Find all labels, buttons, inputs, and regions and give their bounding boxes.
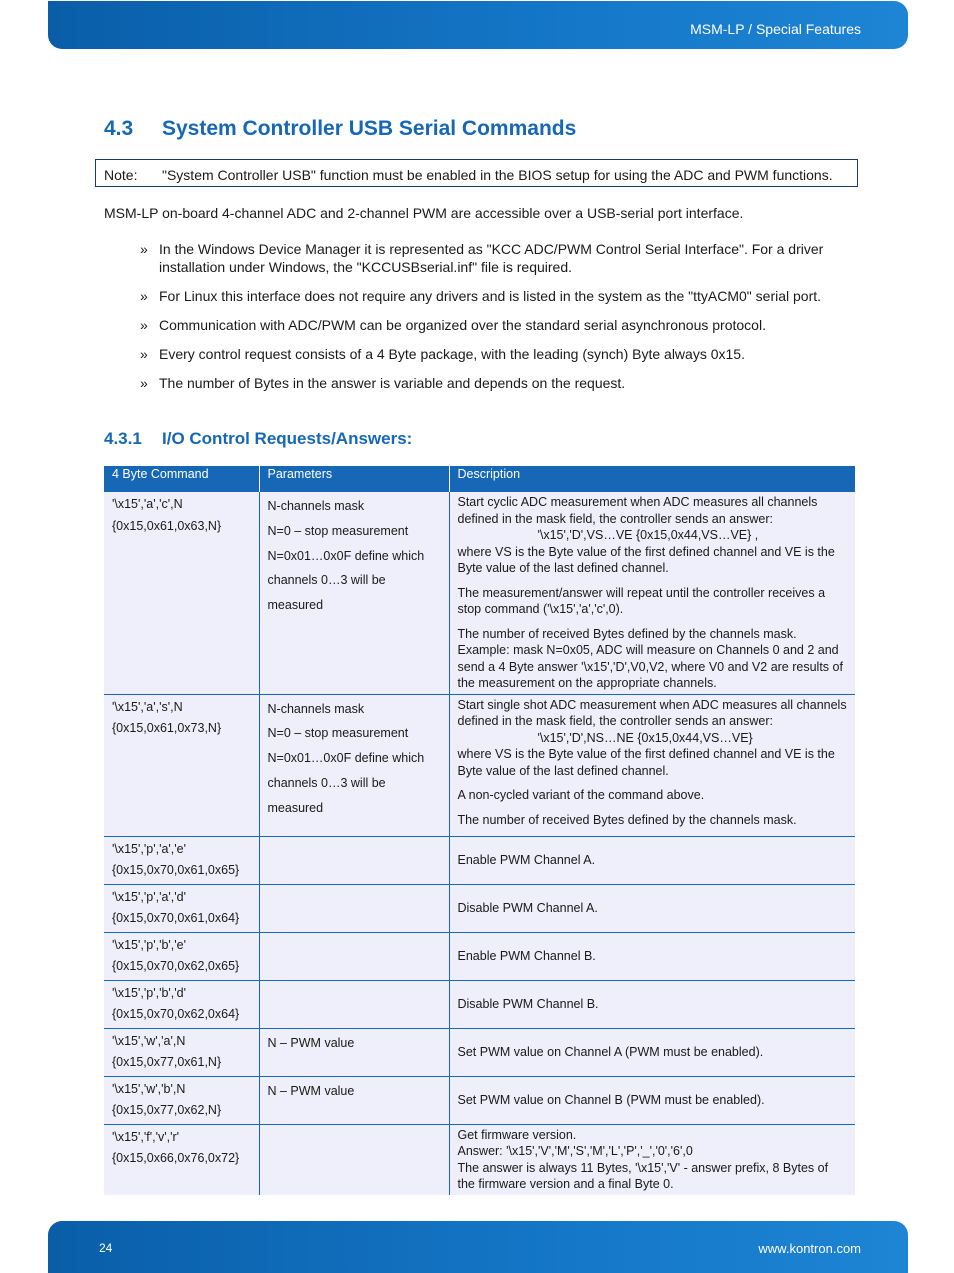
description-line: Start cyclic ADC measurement when ADC measures all channels defined in the mask field, the controller sends an answer: [457,495,818,526]
header-title: MSM-LP / Special Features [690,21,861,37]
command-hex: {0x15,0x61,0x63,N} [112,518,222,533]
subsection-heading [104,429,412,449]
parameters-cell [259,492,449,695]
parameters-cell [259,932,449,980]
command-cell [104,980,259,1028]
description-paragraph [458,626,848,692]
description-line: Set PWM value on Channel B (PWM must be enabled). [457,1092,765,1107]
command-hex: {0x15,0x70,0x61,0x65} [112,863,240,877]
command-hex: {0x15,0x70,0x62,0x64} [112,1007,240,1021]
footer-url: www.kontron.com [758,1241,861,1256]
description-line: The answer is always 11 Bytes, '\x15','V' - answer prefix, 8 Bytes of the firmware version and a final Byte 0. [457,1160,829,1191]
column-header-description: Description [449,466,855,492]
command-hex: {0x15,0x70,0x62,0x65} [112,959,240,973]
command-hex: {0x15,0x61,0x73,N} [112,721,222,735]
column-header-command: 4 Byte Command [104,466,259,492]
description-paragraph [458,900,848,917]
description-line: The number of received Bytes defined by the channels mask. Example: mask N=0x05, ADC will measure on Channels 0 and 2 and send a 4 Byte answer '\x15','D',V0,V2, where V0 and V2 are results of the measurement on the appropriate channels. [457,626,843,690]
command-cell [104,1076,259,1124]
parameter-line: measured [267,598,324,613]
command-ascii: '\x15','p','a','d' [112,889,186,904]
description-paragraph [458,697,848,780]
table-header-row [104,466,855,492]
bullet-mark: » [140,317,148,333]
command-hex: {0x15,0x77,0x62,N} [112,1103,222,1117]
command-cell [104,1028,259,1076]
bullet-text: In the Windows Device Manager it is represented as "KCC ADC/PWM Control Serial Interface". For a driver installation under Windows, the "KCCUSBserial.inf" file is required. [159,241,824,275]
bullet-text: Every control request consists of a 4 Byte package, with the leading (synch) Byte always 0x15. [159,346,745,362]
description-line: where VS is the Byte value of the first defined channel and VE is the Byte value of the last defined channel. [457,747,835,778]
description-line: Get firmware version. [457,1127,577,1142]
command-cell [104,694,259,836]
description-line: Answer: '\x15','V','M','S','M','L','P','_','0','6',0 [457,1144,693,1158]
description-paragraph [458,812,848,829]
command-ascii: '\x15','p','b','e' [112,937,186,952]
description-paragraph [458,996,848,1013]
description-line: Disable PWM Channel B. [457,996,599,1011]
subsection-number: 4.3.1 [104,429,142,448]
parameter-line: N – PWM value [267,1083,355,1098]
table-row [104,836,855,884]
command-cell [104,836,259,884]
column-header-parameters: Parameters [259,466,449,492]
table-row [104,492,855,695]
description-line: where VS is the Byte value of the first defined channel and VE is the Byte value of the last defined channel. [457,544,835,575]
description-paragraph [458,494,848,577]
table-row [104,1028,855,1076]
description-cell [449,1124,855,1195]
header-bar [48,1,908,49]
footer-bar [48,1221,908,1273]
description-cell [449,1076,855,1124]
parameter-line: channels 0…3 will be [267,775,386,790]
bullet-item [140,345,860,363]
command-ascii: '\x15','w','b',N [112,1081,186,1096]
command-ascii: '\x15','a','c',N [112,497,183,511]
description-line: The measurement/answer will repeat until the controller receives a stop command ('\x15','a','c',0). [457,585,826,616]
description-paragraph [458,787,848,804]
parameter-line: N-channels mask [267,701,365,716]
command-hex: {0x15,0x70,0x61,0x64} [112,911,240,925]
description-paragraph [458,1044,848,1061]
description-paragraph [458,1127,848,1193]
subsection-title: I/O Control Requests/Answers: [162,429,413,448]
bullet-list [140,240,860,403]
description-cell [449,492,855,695]
note-box [95,159,858,187]
command-cell [104,492,259,695]
parameter-line: N=0x01…0x0F define which [267,751,425,766]
description-line: A non-cycled variant of the command above. [457,788,705,802]
command-cell [104,884,259,932]
bullet-mark: » [140,288,148,304]
description-line: The number of received Bytes defined by the channels mask. [457,812,797,827]
parameters-cell [259,1076,449,1124]
description-cell [449,980,855,1028]
bullet-item [140,287,860,305]
description-cell [449,884,855,932]
bullet-text: For Linux this interface does not require any drivers and is listed in the system as the "ttyACM0" serial port. [159,288,822,304]
parameter-line: N=0 – stop measurement [267,726,409,741]
command-ascii: '\x15','f','v','r' [112,1129,180,1144]
intro-paragraph: MSM-LP on-board 4-channel ADC and 2-channel PWM are accessible over a USB-serial port interface. [104,205,744,221]
description-line: Enable PWM Channel B. [457,948,596,963]
table-row [104,694,855,836]
parameters-cell [259,836,449,884]
bullet-text: Communication with ADC/PWM can be organized over the standard serial asynchronous protocol. [159,317,766,333]
command-ascii: '\x15','p','a','e' [112,841,186,856]
table-row [104,932,855,980]
parameters-cell [259,694,449,836]
section-heading [104,117,576,141]
table-row [104,884,855,932]
command-cell [104,1124,259,1195]
description-line: '\x15','D',VS…VE {0x15,0x44,VS…VE} , [537,528,759,542]
command-hex: {0x15,0x77,0x61,N} [112,1055,222,1069]
description-paragraph [458,852,848,869]
parameter-line: N-channels mask [267,499,365,513]
description-paragraph [458,1092,848,1109]
description-line: Set PWM value on Channel A (PWM must be enabled). [457,1044,764,1059]
description-paragraph [458,948,848,965]
command-ascii: '\x15','p','b','d' [112,985,186,1000]
bullet-mark: » [140,241,148,257]
command-hex: {0x15,0x66,0x76,0x72} [112,1151,240,1165]
bullet-item [140,240,860,276]
description-line: Disable PWM Channel A. [457,900,598,915]
description-cell [449,932,855,980]
bullet-text: The number of Bytes in the answer is variable and depends on the request. [159,375,626,391]
bullet-mark: » [140,375,148,391]
parameters-cell [259,1124,449,1195]
page-number: 24 [99,1241,113,1255]
parameter-line: measured [267,800,324,815]
description-line: '\x15','D',NS…NE {0x15,0x44,VS…VE} [537,730,753,745]
parameters-cell [259,980,449,1028]
table-row [104,1076,855,1124]
parameters-cell [259,884,449,932]
table-row [104,980,855,1028]
description-cell [449,694,855,836]
bullet-item [140,316,860,334]
bullet-mark: » [140,346,148,362]
command-table [104,466,855,1195]
note-label: Note: [104,167,138,183]
command-cell [104,932,259,980]
description-line: Enable PWM Channel A. [457,852,596,867]
parameter-line: N=0 – stop measurement [267,523,409,538]
description-cell [449,836,855,884]
section-title: System Controller USB Serial Commands [162,117,577,140]
parameter-line: N=0x01…0x0F define which [267,548,425,563]
command-ascii: '\x15','a','s',N [112,699,183,714]
command-ascii: '\x15','w','a',N [112,1033,186,1048]
table-row [104,1124,855,1195]
note-text: "System Controller USB" function must be enabled in the BIOS setup for using the ADC and PWM functions. [162,167,833,183]
parameter-line: N – PWM value [267,1035,355,1050]
description-line: Start single shot ADC measurement when ADC measures all channels defined in the mask field, the controller sends an answer: [457,697,847,728]
bullet-item [140,374,860,392]
description-cell [449,1028,855,1076]
parameters-cell [259,1028,449,1076]
description-paragraph [458,585,848,618]
parameter-line: channels 0…3 will be [267,573,386,588]
section-number: 4.3 [104,117,134,140]
